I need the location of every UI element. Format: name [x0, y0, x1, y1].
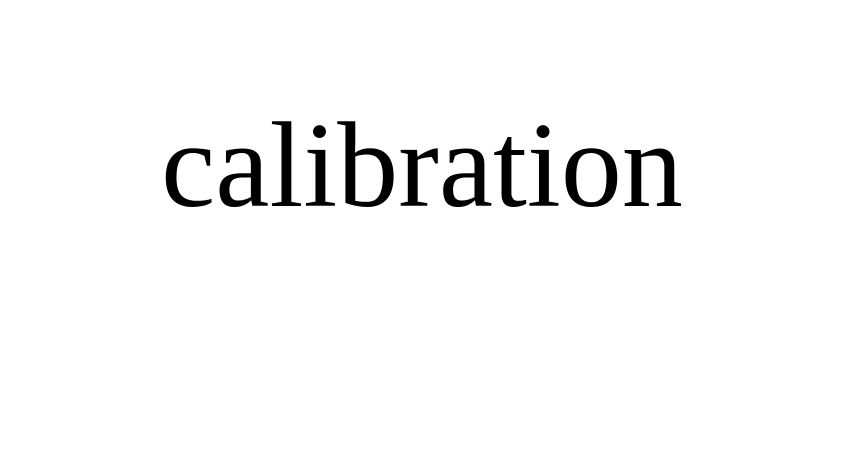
- calibration-word: calibration: [161, 98, 683, 233]
